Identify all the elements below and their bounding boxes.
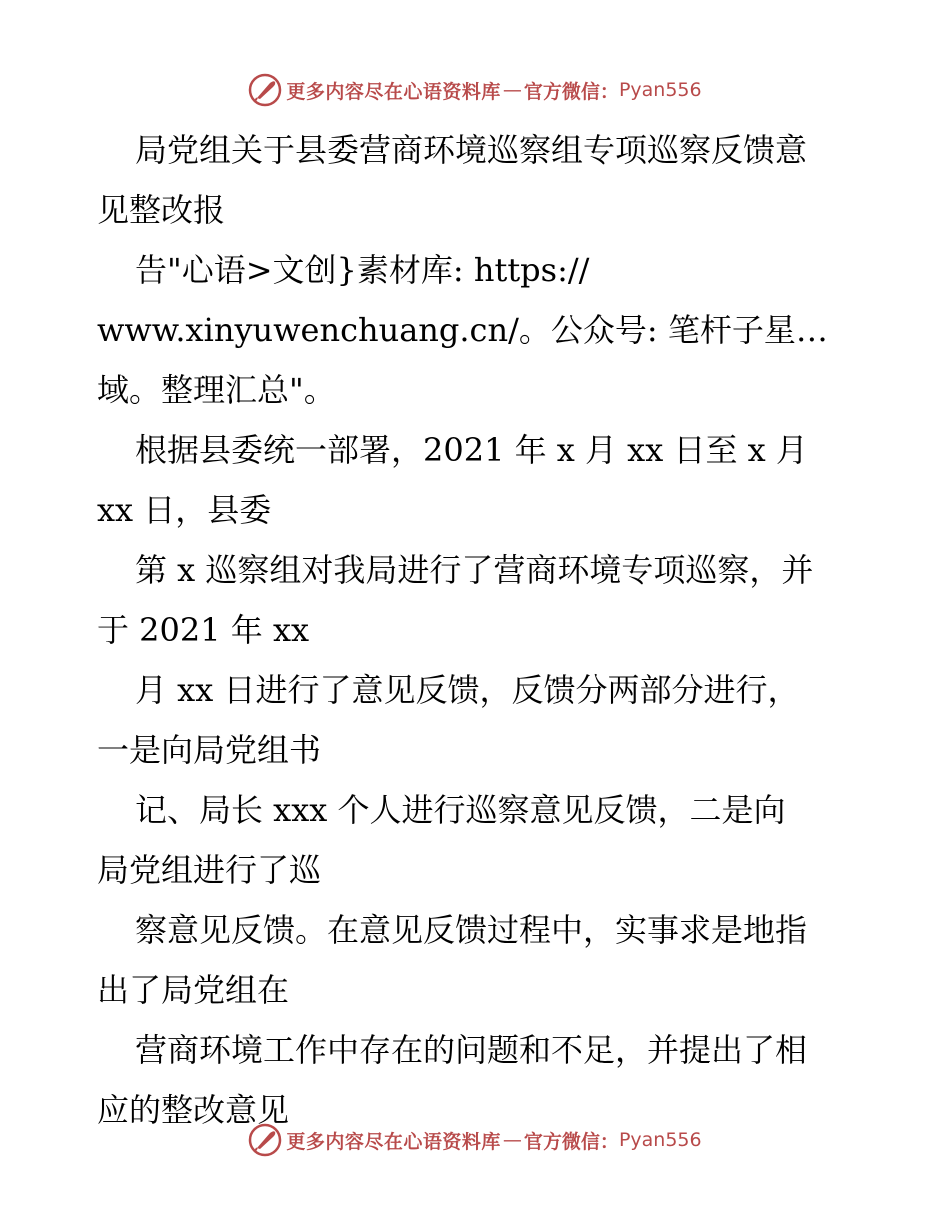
watermark-header xyxy=(0,70,950,110)
text-line: 第 x 巡察组对我局进行了营商环境专项巡察，并 xyxy=(135,551,814,589)
text-line: 出了局党组在 xyxy=(97,971,290,1009)
quill-pen-logo-icon xyxy=(248,73,282,107)
document-body xyxy=(97,120,857,1140)
text-line: 一是向局党组书 xyxy=(97,731,322,769)
text-line: 告"心语>文创}素材库: https:// xyxy=(135,251,590,289)
quill-pen-logo-icon xyxy=(248,1123,282,1157)
text-line: 见整改报 xyxy=(97,191,226,229)
watermark-wechat-id: Pyan556 xyxy=(618,1129,702,1151)
text-line: 应的整改意见 xyxy=(97,1091,290,1129)
watermark-wechat-label: 官方微信： xyxy=(523,80,619,103)
text-line: 根据县委统一部署，2021 年 x 月 xx 日至 x 月 xyxy=(135,431,808,469)
text-line: 月 xx 日进行了意见反馈，反馈分两部分进行， xyxy=(135,671,800,709)
text-line: 局党组关于县委营商环境巡察组专项巡察反馈意 xyxy=(135,131,808,169)
watermark-separator: — xyxy=(502,1129,522,1151)
watermark-separator: — xyxy=(502,79,522,101)
text-line: 营商环境工作中存在的问题和不足，并提出了相 xyxy=(135,1031,808,1069)
text-line: 域。整理汇总"。 xyxy=(97,371,336,409)
watermark-wechat-label: 官方微信： xyxy=(523,1130,619,1153)
text-line: 记、局长 xxx 个人进行巡察意见反馈，二是向 xyxy=(135,791,786,829)
text-line: xx 日，县委 xyxy=(97,491,272,529)
watermark-wechat-id: Pyan556 xyxy=(618,79,702,101)
watermark-footer xyxy=(0,1120,950,1160)
text-line: 于 2021 年 xx xyxy=(97,611,310,649)
watermark-main-text: 更多内容尽在心语资料库 xyxy=(286,80,501,103)
text-line: 局党组进行了巡 xyxy=(97,851,322,889)
text-line: 察意见反馈。在意见反馈过程中，实事求是地指 xyxy=(135,911,808,949)
text-line: www.xinyuwenchuang.cn/。公众号: 笔杆子星… xyxy=(97,311,828,349)
watermark-main-text: 更多内容尽在心语资料库 xyxy=(286,1130,501,1153)
